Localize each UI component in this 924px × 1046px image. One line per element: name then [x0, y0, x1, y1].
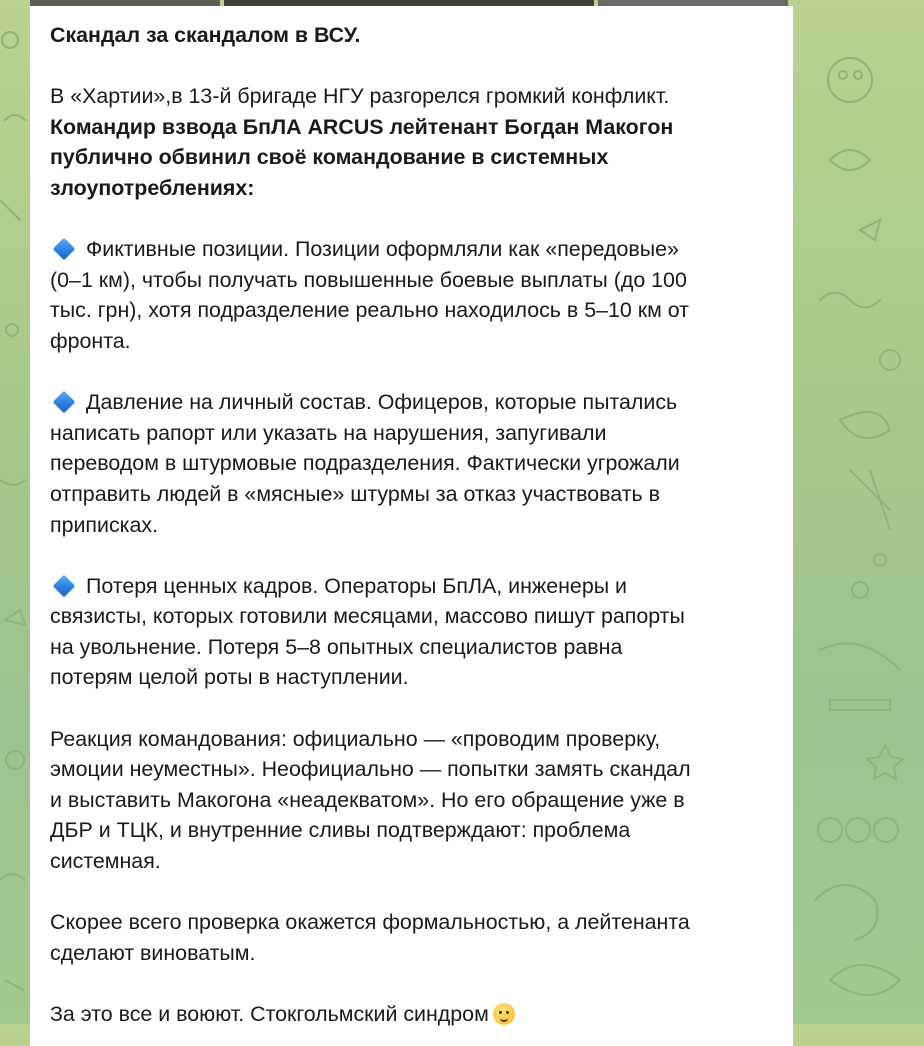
- point-2-line: переводом в штурмовые подразделения. Фактически угрожали: [50, 451, 680, 476]
- post-title: Скандал за скандалом в ВСУ.: [50, 23, 361, 47]
- message-text: [50, 20, 773, 1030]
- intro-line: публично обвинил своё командование в системных: [50, 145, 609, 170]
- final-line: За это все и воюют. Стокгольмский синдром: [50, 999, 773, 1030]
- point-3-line: на увольнение. Потеря 5–8 опытных специалистов равна: [50, 634, 623, 659]
- point-2-line: Давление на личный состав. Офицеров, которые пытались: [50, 387, 773, 418]
- point-3-line: потерям целой роты в наступлении.: [50, 665, 409, 690]
- point-3-line: связисты, которых готовили месяцами, массово пишут рапорты: [50, 604, 685, 629]
- reaction-line: эмоции неуместны». Неофициально — попытки замять скандал: [50, 757, 691, 782]
- nauseated-face-emoji-icon: [493, 1003, 515, 1025]
- blue-diamond-icon: [53, 574, 76, 597]
- point-1-line: Фиктивные позиции. Позиции оформляли как «передовые»: [50, 234, 773, 265]
- intro-line: Командир взвода БпЛА ARCUS лейтенант Богдан Макогон: [50, 114, 674, 139]
- reaction-line: системная.: [50, 849, 161, 874]
- intro-line: В «Хартии»,в 13-й бригаде НГУ разгорелся громкий конфликт.: [50, 84, 670, 109]
- conclusion-line: Скорее всего проверка окажется формальностью, а лейтенанта: [50, 910, 690, 935]
- point-2-line: отправить людей в «мясные» штурмы за отказ участвовать в: [50, 481, 660, 506]
- blue-diamond-icon: [53, 238, 76, 261]
- intro-line: злоупотреблениях:: [50, 175, 255, 200]
- point-1-line: фронта.: [50, 328, 131, 353]
- message-bubble: [30, 6, 793, 1046]
- point-1-line: тыс. грн), хотя подразделение реально находилось в 5–10 км от: [50, 298, 689, 323]
- reaction-line: Реакция командования: официально — «проводим проверку,: [50, 726, 661, 751]
- reaction-line: ДБР и ТЦК, и внутренние сливы подтверждают: проблема: [50, 818, 631, 843]
- blue-diamond-icon: [53, 391, 76, 414]
- point-3-line: Потеря ценных кадров. Операторы БпЛА, инженеры и: [50, 571, 773, 602]
- point-2-line: написать рапорт или указать на нарушения, запугивали: [50, 420, 607, 445]
- point-1-line: (0–1 км), чтобы получать повышенные боевые выплаты (до 100: [50, 267, 687, 292]
- reaction-line: и выставить Макогона «неадекватом». Но его обращение уже в: [50, 787, 685, 812]
- point-2-line: приписках.: [50, 512, 159, 537]
- conclusion-line: сделают виноватым.: [50, 940, 256, 965]
